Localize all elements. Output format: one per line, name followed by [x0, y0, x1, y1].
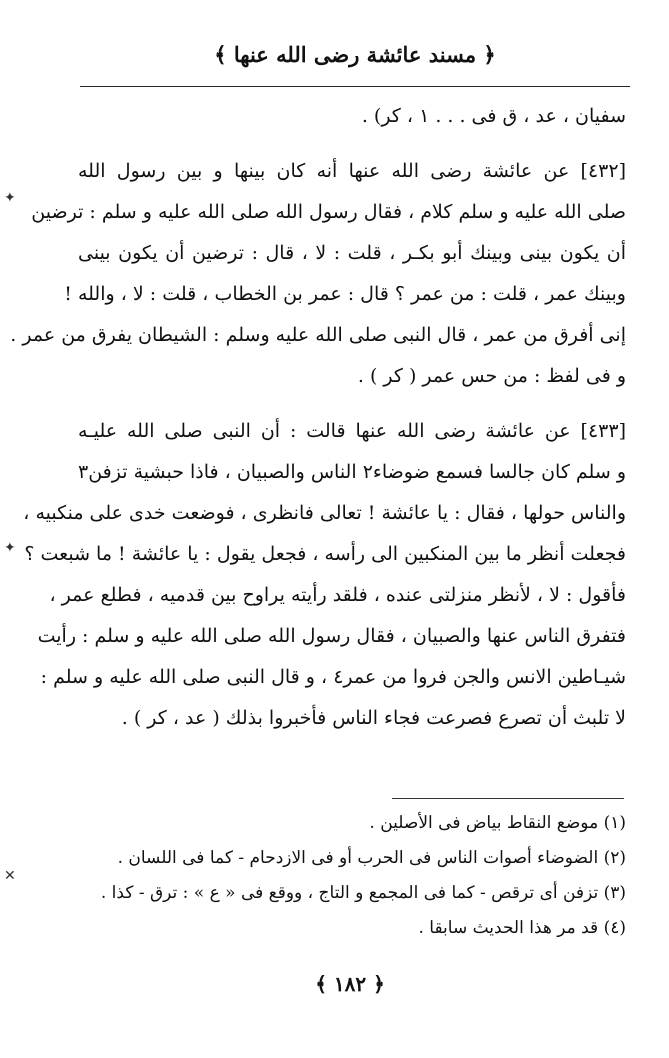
text-line: وبينك عمر ، قلت : من عمر ؟ قال : عمر بن الخطاب ، قلت : لا ، والله !: [64, 283, 626, 305]
footnotes: [90, 806, 626, 946]
page-number: ﴿ ١٨٢ ﴾: [315, 972, 385, 996]
text-line: [٤٣٢] عن عائشة رضى الله عنها أنه كان بينها و بين رسول الله: [78, 160, 626, 182]
text-line: فجعلت أنظر ما بين المنكبين الى رأسه ، فجعل يقول : يا عائشة ! ما شبعت ؟: [24, 543, 626, 565]
text-line: و سلم كان جالسا فسمع ضوضاء٢ الناس والصبيان ، فاذا حبشية تزفن٣: [78, 461, 627, 483]
margin-star-icon: ✦: [4, 190, 16, 206]
text-line: لا تلبث أن تصرع فصرعت فجاء الناس فأخبروا بذلك ( عد ، كر ) .: [121, 707, 626, 729]
margin-star-icon: ✦: [4, 540, 16, 556]
text-line: شيـاطين الانس والجن فروا من عمر٤ ، و قال النبى صلى الله عليه و سلم :: [40, 666, 626, 688]
paragraph-gap: [78, 397, 626, 411]
footnote-1: (١) موضع النقاط بياض فى الأصلين .: [369, 813, 626, 833]
text-line: إنى أفرق من عمر ، قال النبى صلى الله عليه وسلم : الشيطان يفرق من عمر .: [10, 324, 626, 346]
text-line: أن يكون بينى وبينك أبو بكـر ، قلت : لا ، قال : ترضين أن يكون بينى: [78, 242, 626, 264]
body-text: [10, 96, 627, 739]
paragraph-gap: [78, 137, 626, 151]
margin-cross-icon: ✕: [4, 868, 16, 884]
footnote-rule: [392, 798, 624, 799]
footnote-4: (٤) قد مر هذا الحديث سابقا .: [418, 918, 626, 938]
text-line: سفيان ، عد ، ق فى . . . ١ ، كر) .: [361, 105, 626, 127]
text-line: فأقول : لا ، لأنظر منزلتى عنده ، فلقد رأيته يراوح بين قدميه ، فطلع عمر ،: [49, 584, 626, 606]
text-line: و فى لفظ : من حس عمر ( كر ) .: [357, 365, 626, 387]
text-line: والناس حولها ، فقال : يا عائشة ! تعالى فانظرى ، فوضعت خدى على منكبيه ،: [23, 502, 626, 524]
running-header: ﴿ مسند عائشة رضى الله عنها ﴾: [214, 42, 496, 67]
text-line: فتفرق الناس عنها والصبيان ، فقال رسول الله صلى الله عليه و سلم : رأيت: [37, 625, 626, 647]
text-line: [٤٣٣] عن عائشة رضى الله عنها قالت : أن النبى صلى الله عليـه: [78, 420, 626, 442]
footnote-3: (٣) تزفن أى ترقص - كما فى المجمع و التاج ، ووقع فى « ع » : ترق - كذا .: [100, 883, 626, 903]
footnote-2: (٢) الضوضاء أصوات الناس فى الحرب أو فى الازدحام - كما فى اللسان .: [117, 848, 626, 868]
text-line: صلى الله عليه و سلم كلام ، فقال رسول الله صلى الله عليه و سلم : ترضين: [31, 201, 626, 223]
header-rule: [80, 86, 630, 87]
